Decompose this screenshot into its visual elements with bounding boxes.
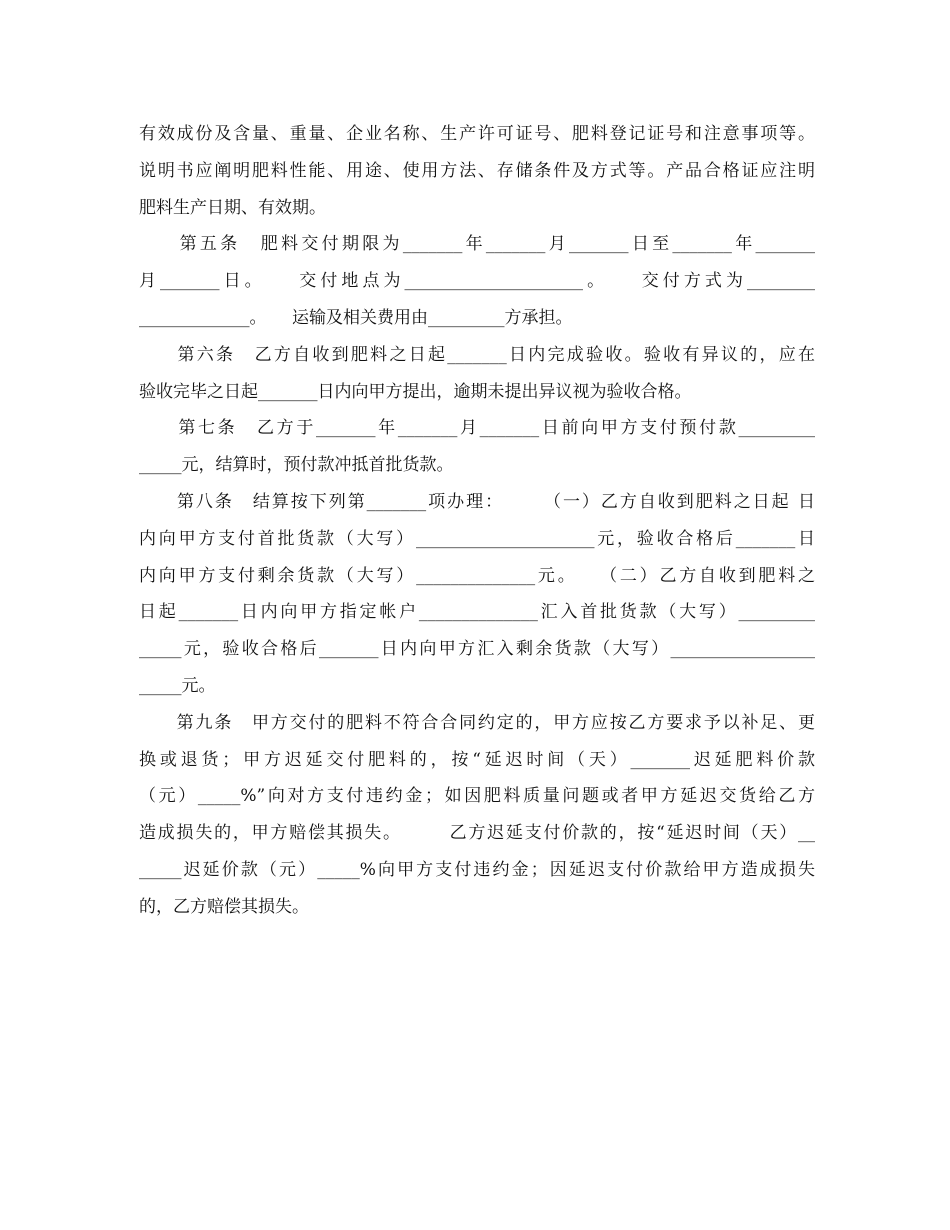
- text-line: 有效成份及含量、重量、企业名称、生产许可证号、肥料登记证号和注意事项等。: [139, 124, 815, 144]
- text-line: 换或退货；甲方迟延交付肥料的，按“延迟时间（天）_______迟延肥料价款: [139, 749, 815, 770]
- text-line: （元）_____%”向对方支付违约金；如因肥料质量问题或者甲方延迟交货给乙方: [139, 786, 815, 807]
- article-7-line: 第七条 乙方于_______年_______月_______日前向甲方支付预付款_________: [139, 418, 815, 439]
- text-line: 内向甲方支付剩余货款（大写）______________元。 （二）乙方自收到肥料之: [139, 565, 815, 586]
- text-line: 月_______日。 交付地点为_____________________。 交付方式为________: [139, 271, 815, 292]
- article-9-line: 第九条 甲方交付的肥料不符合合同约定的，甲方应按乙方要求予以补足、更: [139, 712, 815, 733]
- text-line: 说明书应阐明肥料性能、用途、使用方法、存储条件及方式等。产品合格证应注明: [139, 160, 815, 181]
- text-line: _____迟延价款（元）_____%向甲方支付违约金；因延迟支付价款给甲方造成损失: [139, 859, 815, 880]
- article-6-line: 第六条 乙方自收到肥料之日起_______日内完成验收。验收有异议的，应在: [139, 344, 815, 365]
- text-line: _____________。 运输及相关费用由_________方承担。: [139, 307, 573, 328]
- contract-text: [139, 116, 815, 926]
- text-line: 验收完毕之日起_______日内向甲方提出，逾期未提出异议视为验收合格。: [139, 381, 692, 402]
- text-line: 的，乙方赔偿其损失。: [139, 896, 309, 917]
- text-line: 造成损失的，甲方赔偿其损失。 乙方迟延支付价款的，按“延迟时间（天）__: [139, 823, 815, 844]
- text-line: 日起_______日内向甲方指定帐户______________汇入首批货款（大写）_________: [139, 602, 815, 623]
- article-5-line: 第五条 肥料交付期限为_______年_______月_______日至_______年_______: [139, 234, 815, 255]
- text-line: _____元，验收合格后_______日内向甲方汇入剩余货款（大写）_________________: [139, 639, 815, 660]
- article-8-line: 第八条 结算按下列第_______项办理： （一）乙方自收到肥料之日起 日: [139, 491, 815, 512]
- text-line: 内向甲方支付首批货款（大写）_____________________元，验收合格后_______日: [139, 528, 815, 549]
- text-line: 肥料生产日期、有效期。: [139, 197, 326, 218]
- text-line: _____元。: [139, 675, 216, 696]
- text-line: _____元，结算时，预付款冲抵首批货款。: [139, 455, 454, 476]
